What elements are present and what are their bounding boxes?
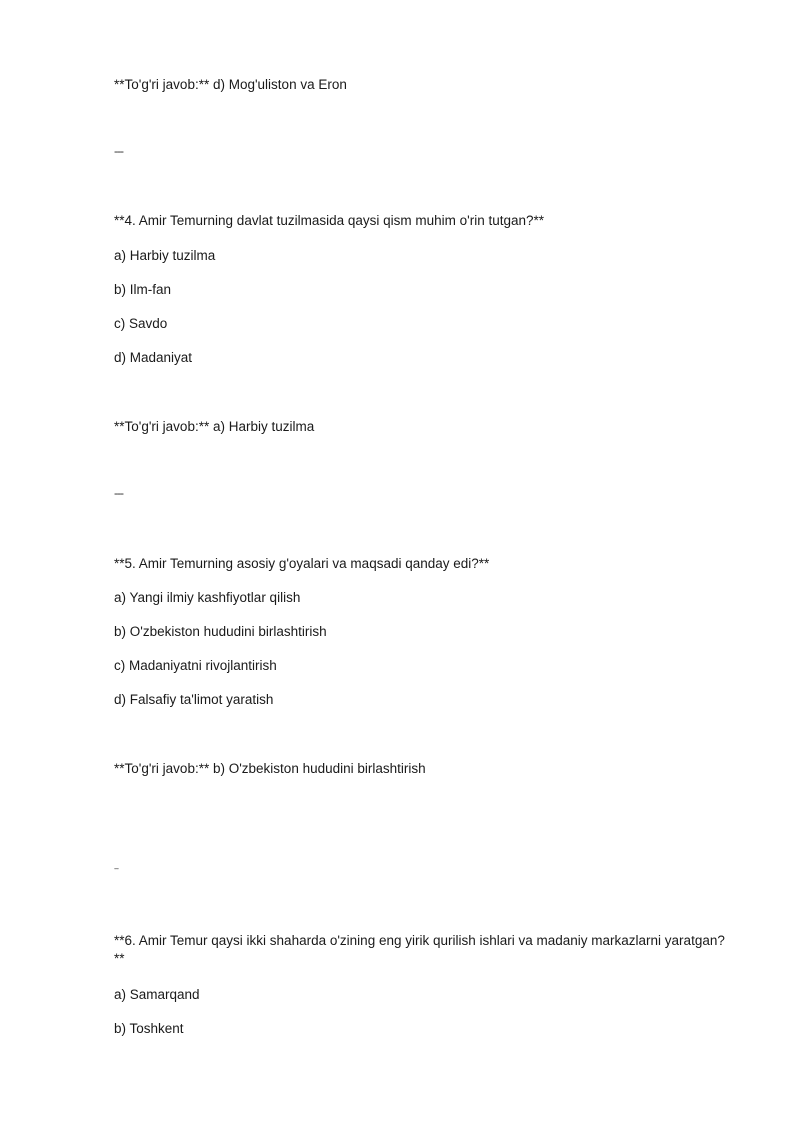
q5-option-c: c) Madaniyatni rivojlantirish — [114, 658, 277, 673]
q5-option-d: d) Falsafiy ta'limot yaratish — [114, 692, 274, 707]
q4-option-d: d) Madaniyat — [114, 350, 193, 365]
q4-option-a: a) Harbiy tuzilma — [114, 248, 216, 263]
q6-option-a: a) Samarqand — [114, 987, 200, 1002]
answer-4: **To'g'ri javob:** a) Harbiy tuzilma — [114, 419, 315, 434]
q5-option-b: b) O'zbekiston hududini birlashtirish — [114, 624, 327, 639]
answer-3: **To'g'ri javob:** d) Mog'uliston va Eron — [114, 77, 347, 92]
separator-3: --- — [114, 866, 118, 873]
question-4: **4. Amir Temurning davlat tuzilmasida qaysi qism muhim o'rin tutgan?** — [114, 213, 545, 228]
question-6: **6. Amir Temur qaysi ikki shaharda o'zining eng yirik qurilish ishlari va madaniy markazlarni yaratgan?** — [114, 933, 725, 966]
separator-1: --- — [114, 144, 123, 158]
separator-2: --- — [114, 486, 123, 500]
q4-option-b: b) Ilm-fan — [114, 282, 172, 297]
q6-option-b: b) Toshkent — [114, 1021, 184, 1036]
question-5: **5. Amir Temurning asosiy g'oyalari va maqsadi qanday edi?** — [114, 556, 490, 571]
q4-option-c: c) Savdo — [114, 316, 168, 331]
q5-option-a: a) Yangi ilmiy kashfiyotlar qilish — [114, 590, 301, 605]
answer-5: **To'g'ri javob:** b) O'zbekiston hududini birlashtirish — [114, 761, 426, 776]
